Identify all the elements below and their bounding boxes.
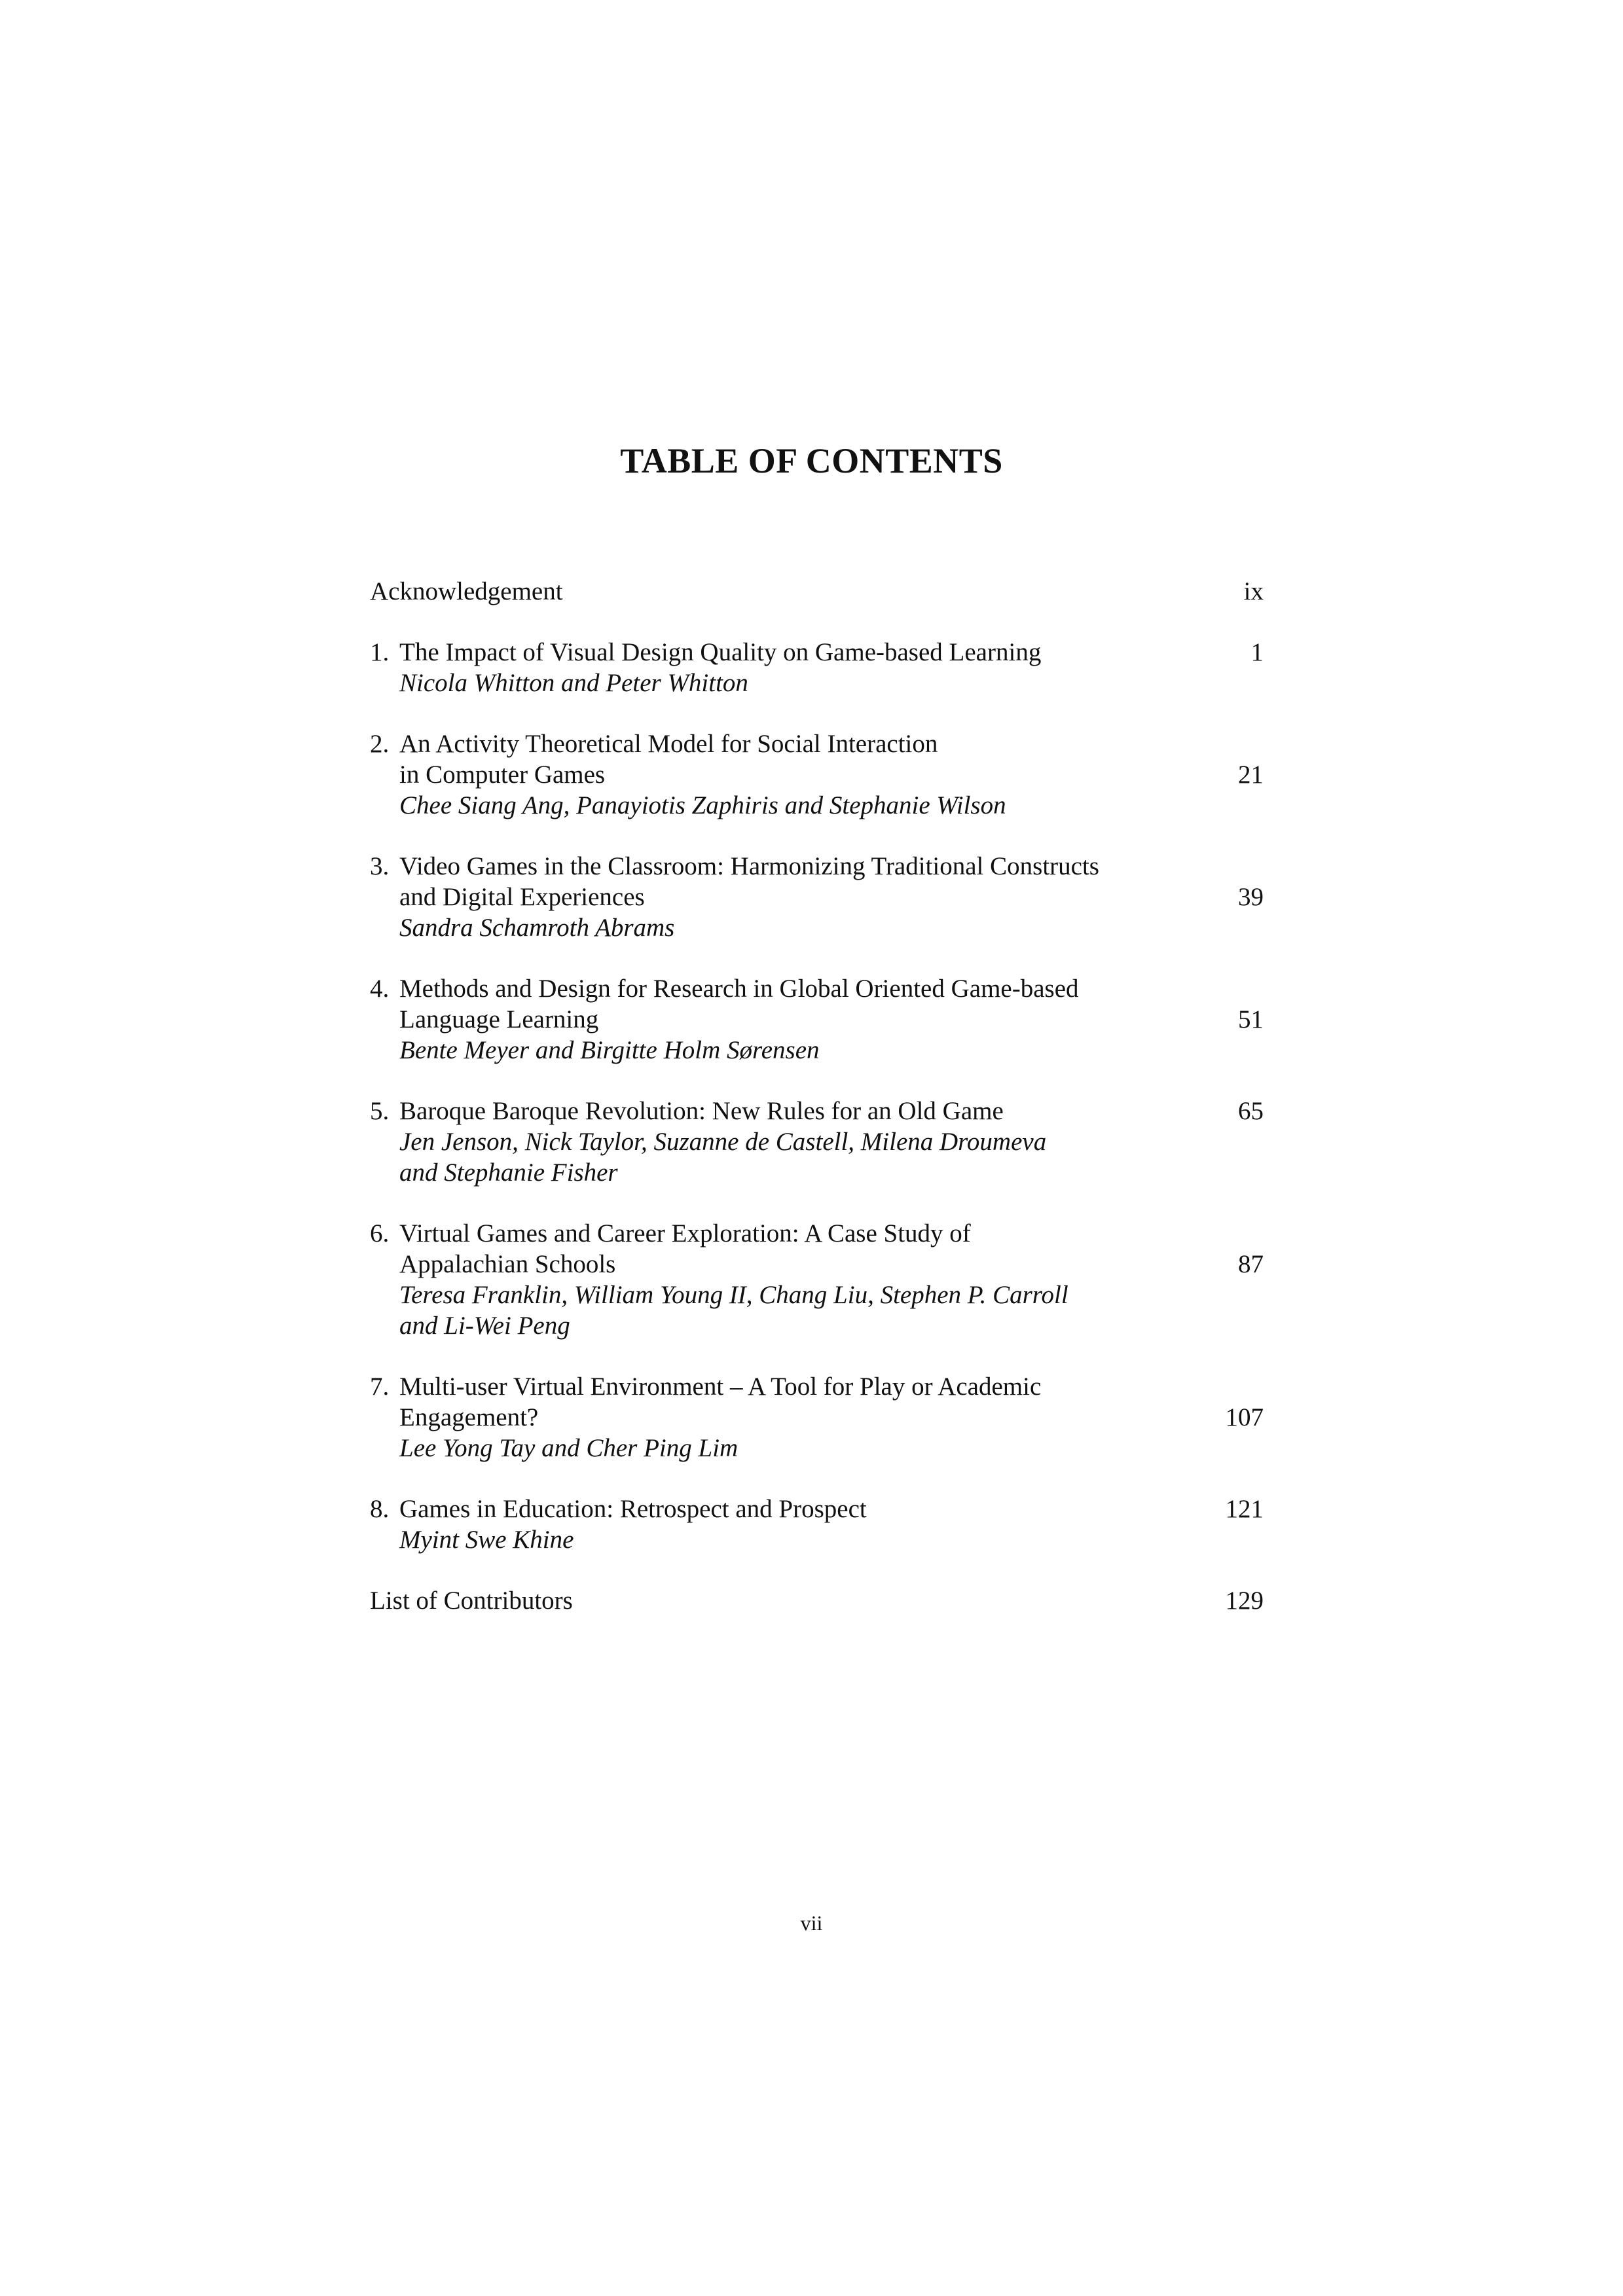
chapter-title: Appalachian Schools <box>399 1250 616 1278</box>
chapter-title: Multi-user Virtual Environment – A Tool for Play or Academic <box>399 1372 1042 1401</box>
chapter-title-line <box>370 851 1264 882</box>
toc-entry-chapter <box>370 1371 1264 1494</box>
toc-page-number: 87 <box>1238 1250 1264 1278</box>
chapter-authors-line <box>370 1524 1264 1555</box>
chapter-authors-line <box>370 668 1264 698</box>
toc-page-number: 21 <box>1238 761 1264 789</box>
toc-entry-chapter <box>370 637 1264 728</box>
chapter-title-line <box>370 973 1264 1004</box>
page-title: TABLE OF CONTENTS <box>620 441 1003 480</box>
chapter-title: and Digital Experiences <box>399 883 645 911</box>
chapter-title: Language Learning <box>399 1005 599 1033</box>
toc-page-number: 51 <box>1238 1005 1264 1033</box>
chapter-authors: Chee Siang Ang, Panayiotis Zaphiris and Stephanie Wilson <box>399 791 1006 819</box>
toc-page-number: 107 <box>1225 1403 1264 1431</box>
toc-list <box>370 576 1264 1616</box>
spacer <box>370 698 1264 728</box>
spacer <box>370 1555 1264 1585</box>
chapter-title-line <box>370 759 1264 790</box>
chapter-authors: and Stephanie Fisher <box>399 1158 618 1187</box>
chapter-authors-line <box>370 1433 1264 1463</box>
spacer <box>370 1188 1264 1218</box>
chapter-authors: Jen Jenson, Nick Taylor, Suzanne de Castell, Milena Droumeva <box>399 1128 1047 1156</box>
chapter-authors-line <box>370 790 1264 821</box>
chapter-number: 6. <box>370 1219 390 1247</box>
chapter-number: 1. <box>370 638 390 666</box>
chapter-title-line <box>370 637 1264 668</box>
chapter-title-line <box>370 1096 1264 1126</box>
toc-entry-chapter <box>370 1096 1264 1218</box>
chapter-authors: Nicola Whitton and Peter Whitton <box>399 669 748 697</box>
toc-entry-chapter <box>370 1218 1264 1371</box>
chapter-title: The Impact of Visual Design Quality on Game-based Learning <box>399 638 1042 666</box>
toc-page-number: 1 <box>1250 638 1264 666</box>
toc-entry-acknowledgement <box>370 576 1264 607</box>
chapter-title-line <box>370 1494 1264 1524</box>
toc-page-number: 129 <box>1225 1587 1264 1615</box>
spacer <box>370 607 1264 637</box>
chapter-number: 3. <box>370 852 390 880</box>
chapter-title-line <box>370 1402 1264 1433</box>
page-number-footer: vii <box>800 1911 823 1935</box>
chapter-title: Baroque Baroque Revolution: New Rules for an Old Game <box>399 1097 1004 1125</box>
chapter-authors: Myint Swe Khine <box>399 1526 574 1554</box>
chapter-authors: Lee Yong Tay and Cher Ping Lim <box>399 1434 739 1462</box>
chapter-authors: Bente Meyer and Birgitte Holm Sørensen <box>399 1036 820 1064</box>
chapter-authors-line <box>370 1126 1264 1157</box>
chapter-authors: Teresa Franklin, William Young II, Chang Liu, Stephen P. Carroll <box>399 1281 1068 1309</box>
chapter-title-line <box>370 882 1264 912</box>
chapter-number: 5. <box>370 1097 390 1125</box>
chapter-authors-line <box>370 1310 1264 1341</box>
chapter-authors-line <box>370 1035 1264 1066</box>
toc-entry-chapter <box>370 973 1264 1096</box>
spacer <box>370 1463 1264 1494</box>
chapter-title: Engagement? <box>399 1403 539 1431</box>
chapter-number: 4. <box>370 975 390 1003</box>
chapter-title: Virtual Games and Career Exploration: A Case Study of <box>399 1219 971 1247</box>
toc-page-number: 39 <box>1238 883 1264 911</box>
chapter-title-line <box>370 728 1264 759</box>
chapter-title: in Computer Games <box>399 761 606 789</box>
chapter-title-line <box>370 1218 1264 1249</box>
toc-page-number: 121 <box>1225 1495 1264 1523</box>
spacer <box>370 1066 1264 1096</box>
chapter-authors-line <box>370 912 1264 943</box>
spacer <box>370 821 1264 851</box>
chapter-number: 7. <box>370 1372 390 1401</box>
chapter-authors: Sandra Schamroth Abrams <box>399 914 675 942</box>
chapter-number: 2. <box>370 730 390 758</box>
chapter-list <box>370 637 1264 1585</box>
chapter-title: Video Games in the Classroom: Harmonizing Traditional Constructs <box>399 852 1099 880</box>
chapter-title: Methods and Design for Research in Global Oriented Game-based <box>399 975 1079 1003</box>
toc-entry-chapter <box>370 851 1264 973</box>
spacer <box>370 1341 1264 1371</box>
chapter-authors: and Li-Wei Peng <box>399 1312 570 1340</box>
chapter-title: Games in Education: Retrospect and Prospect <box>399 1495 867 1523</box>
toc-page-number: 65 <box>1238 1097 1264 1125</box>
chapter-authors-line <box>370 1280 1264 1310</box>
spacer <box>370 943 1264 973</box>
chapter-number: 8. <box>370 1495 390 1523</box>
chapter-title-line <box>370 1004 1264 1035</box>
toc-page-number: ix <box>1243 577 1264 605</box>
toc-entry-contributors <box>370 1585 1264 1616</box>
toc-entry-label: List of Contributors <box>370 1587 573 1615</box>
toc-entry-chapter <box>370 728 1264 851</box>
toc-entry-label: Acknowledgement <box>370 577 563 605</box>
chapter-title-line <box>370 1371 1264 1402</box>
toc-entry-chapter <box>370 1494 1264 1585</box>
chapter-authors-line <box>370 1157 1264 1188</box>
chapter-title-line <box>370 1249 1264 1280</box>
chapter-title: An Activity Theoretical Model for Social Interaction <box>399 730 938 758</box>
